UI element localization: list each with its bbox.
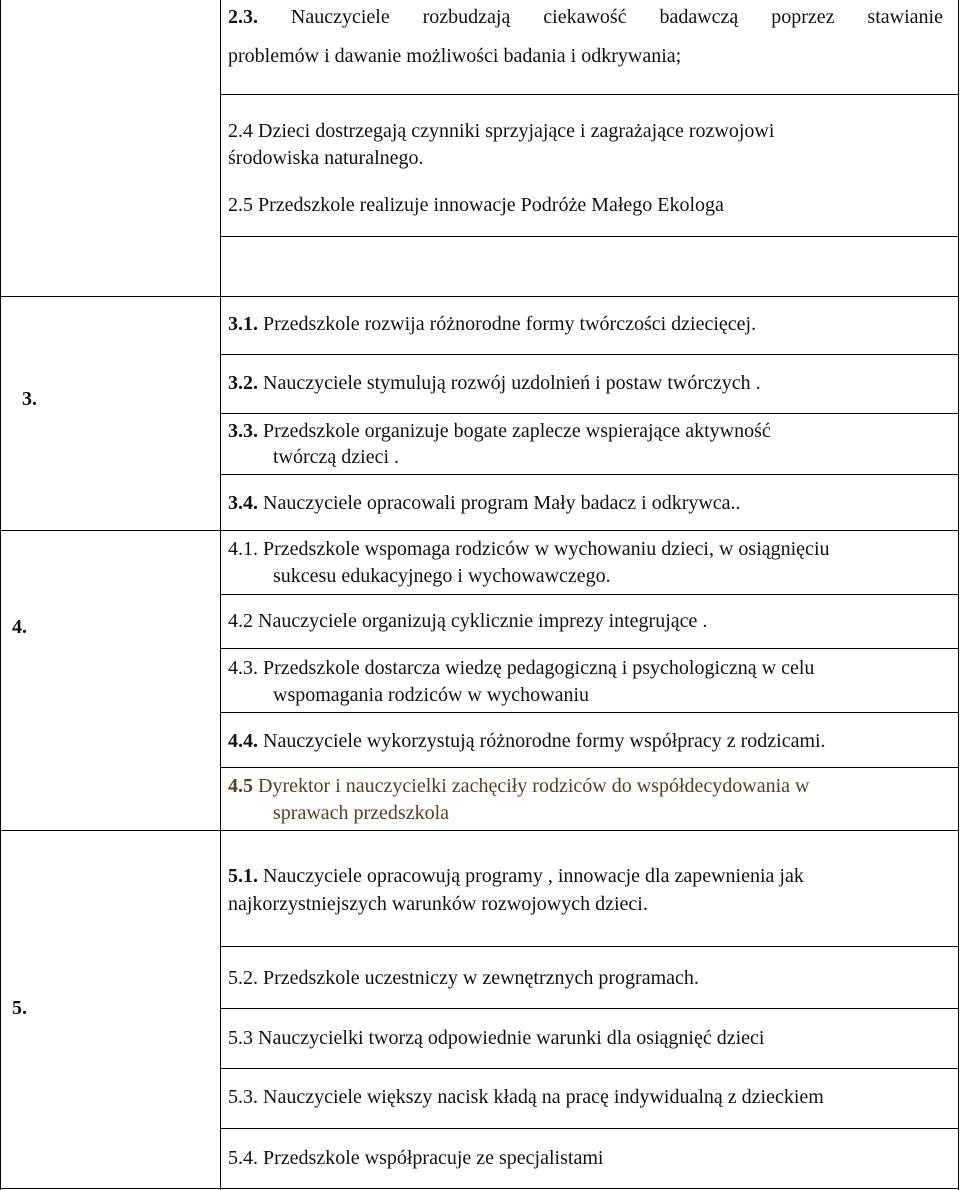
item-2-5: 2.5 Przedszkole realizuje innowacje Podróże Małego Ekologa (228, 194, 724, 216)
item-4-3-line2: wspomagania rodziców w wychowaniu (273, 684, 590, 706)
item-2-3 (228, 4, 943, 31)
item-4-1-line1: 4.1. Przedszkole wspomaga rodziców w wychowaniu dzieci, w osiągnięciu (228, 538, 830, 560)
item-5-1-line2: najkorzystniejszych warunków rozwojowych dzieci. (228, 893, 648, 915)
item-3-4-number: 3.4. (228, 492, 258, 514)
item-4-5-number: 4.5 (228, 775, 253, 797)
item-5-1-text: Nauczyciele opracowują programy , innowacje dla zapewnienia jak (258, 865, 804, 887)
word: Nauczyciele (290, 6, 390, 28)
item-4-4-text: Nauczyciele wykorzystują różnorodne formy współpracy z rodzicami. (258, 730, 826, 752)
item-4-5 (228, 773, 809, 800)
row-divider (220, 1008, 959, 1009)
item-3-2 (228, 370, 761, 397)
item-2-3-line2: problemów i dawanie możliwości badania i odkrywania; (228, 45, 682, 67)
section-number-3: 3. (22, 388, 37, 410)
item-5-4: 5.4. Przedszkole współpracuje ze specjalistami (228, 1147, 604, 1169)
row-divider (220, 236, 959, 237)
item-3-1 (228, 311, 756, 338)
item-4-5-text: Dyrektor i nauczycielki zachęciły rodziców do współdecydowania w (253, 775, 810, 797)
item-3-1-text: Przedszkole rozwija różnorodne formy twórczości dziecięcej. (258, 313, 757, 335)
item-3-4 (228, 490, 741, 517)
item-2-3-line1 (228, 4, 943, 31)
section-number-5: 5. (12, 997, 27, 1019)
item-3-3-line2: twórczą dzieci . (273, 446, 400, 468)
row-divider (220, 413, 959, 414)
row-divider (220, 94, 959, 95)
item-5-1 (228, 863, 804, 890)
item-2-3-number: 2.3. (228, 6, 258, 28)
item-2-4-line2: środowiska naturalnego. (228, 147, 424, 169)
item-3-3-text: Przedszkole organizuje bogate zaplecze wspierające aktywność (258, 420, 771, 442)
row-divider (220, 530, 959, 531)
row-divider (220, 712, 959, 713)
item-3-3 (228, 418, 771, 445)
table-right-border (958, 0, 959, 1190)
table-left-border (0, 0, 1, 1190)
section-divider (0, 296, 221, 297)
word: badawczą (659, 6, 739, 28)
row-divider (220, 1128, 959, 1129)
row-divider (220, 946, 959, 947)
item-3-3-number: 3.3. (228, 420, 258, 442)
row-divider (220, 830, 959, 831)
row-divider (220, 767, 959, 768)
row-divider (220, 1068, 959, 1069)
item-4-4 (228, 728, 826, 755)
item-4-5-line2: sprawach przedszkola (273, 802, 450, 824)
row-divider (220, 354, 959, 355)
word: stawianie (867, 6, 943, 28)
item-5-1-number: 5.1. (228, 865, 258, 887)
item-4-2: 4.2 Nauczyciele organizują cyklicznie imprezy integrujące . (228, 610, 708, 632)
item-5-3a: 5.3 Nauczycielki tworzą odpowiednie warunki dla osiągnięć dzieci (228, 1027, 765, 1049)
item-5-2: 5.2. Przedszkole uczestniczy w zewnętrznych programach. (228, 967, 699, 989)
item-4-1-line2: sukcesu edukacyjnego i wychowawczego. (273, 565, 611, 587)
item-4-3-line1: 4.3. Przedszkole dostarcza wiedzę pedagogiczną i psychologiczną w celu (228, 657, 815, 679)
item-3-1-number: 3.1. (228, 313, 258, 335)
item-3-2-number: 3.2. (228, 372, 258, 394)
column-divider (220, 0, 221, 1190)
section-divider (0, 530, 221, 531)
section-divider (0, 830, 221, 831)
item-3-2-text: Nauczyciele stymulują rozwój uzdolnień i postaw twórczych . (258, 372, 761, 394)
row-divider (220, 474, 959, 475)
row-divider (220, 594, 959, 595)
table-bottom-border (0, 1188, 959, 1189)
item-4-4-number: 4.4. (228, 730, 258, 752)
word: rozbudzają (422, 6, 511, 28)
row-divider (220, 648, 959, 649)
section-number-4: 4. (12, 616, 27, 638)
word: poprzez (771, 6, 835, 28)
row-divider (220, 296, 959, 297)
item-5-3b: 5.3. Nauczyciele większy nacisk kładą na pracę indywidualną z dzieckiem (228, 1086, 824, 1108)
item-3-4-text: Nauczyciele opracowali program Mały badacz i odkrywca.. (258, 492, 741, 514)
item-2-4-line1: 2.4 Dzieci dostrzegają czynniki sprzyjające i zagrażające rozwojowi (228, 120, 775, 142)
word: ciekawość (543, 6, 627, 28)
